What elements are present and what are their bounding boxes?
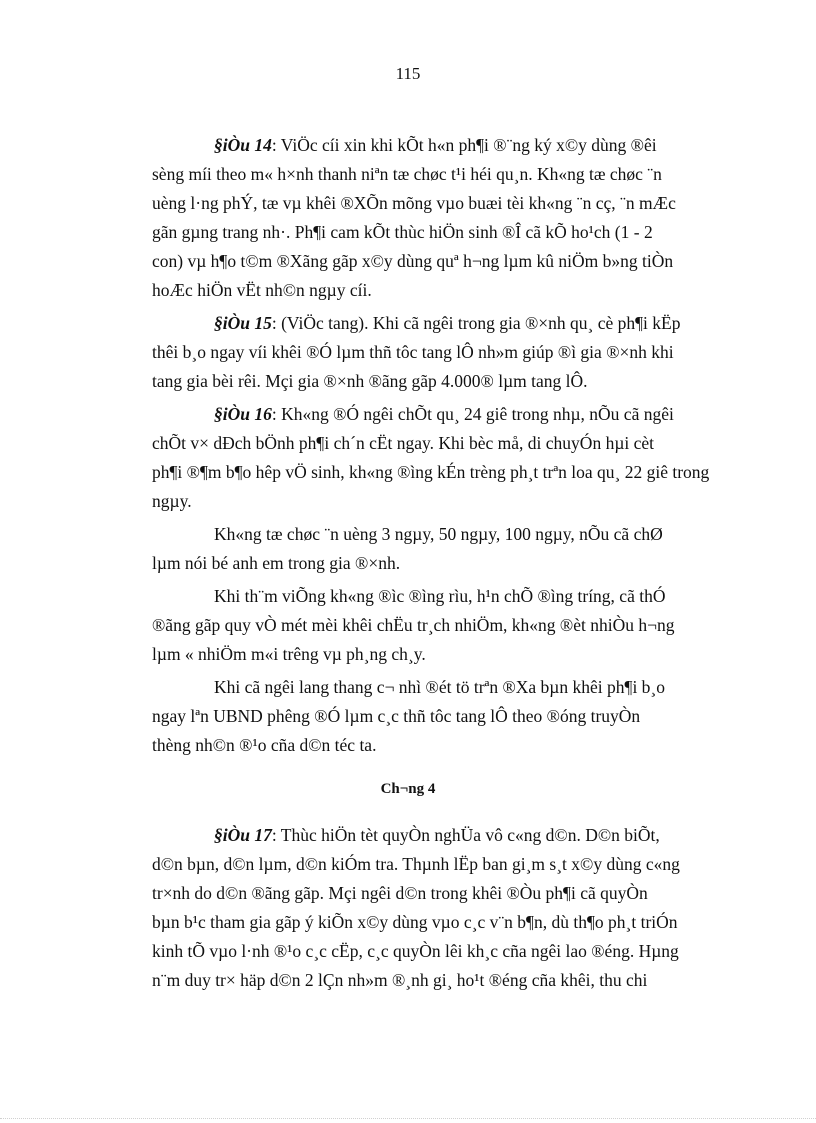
paragraph-line: n¨m duy tr× häp d©n 2 lÇn nh»m ®¸nh gi¸ ho¹t ®éng cña khêi, thu chi: [152, 970, 648, 990]
paragraph-line: [214, 825, 660, 846]
paragraph-line: ngµy.: [152, 491, 192, 511]
paragraph-line: gãn gµng trang nh·. Ph¶i cam kÕt thùc hiÖn sinh ®Î cã kÕ ho¹ch (1 - 2: [152, 222, 653, 242]
article-label: §iÒu 17: [214, 825, 272, 845]
paragraph-line: lµm nói bé anh em trong gia ®×nh.: [152, 553, 401, 573]
paragraph-line: Khi cã ngêi lang thang c¬ nhì ®ét tö trªn ®Xa bµn khêi ph¶i b¸o: [214, 677, 666, 697]
paragraph-line: kinh tÕ vµo l·nh ®¹o c¸c cËp, c¸c quyÒn lêi kh¸c cña ngêi lao ®éng. Hµng: [152, 941, 679, 961]
paragraph-line: [214, 404, 674, 425]
paragraph-line: Kh«ng tæ chøc ¨n uèng 3 ngµy, 50 ngµy, 100 ngµy, nÕu cã chØ: [214, 524, 663, 544]
paragraph-line: [214, 313, 680, 334]
page-bottom-divider: [0, 1118, 816, 1119]
article-label: §iÒu 16: [214, 404, 272, 424]
paragraph-line: tang gia bèi rêi. Mçi gia ®×nh ®ãng gãp 4.000® lµm tang lÔ.: [152, 371, 588, 391]
paragraph-line: ®ãng gãp quy vÒ mét mèi khêi chËu tr¸ch nhiÖm, kh«ng ®èt nhiÒu h¬ng: [152, 615, 675, 635]
paragraph-line: bµn b¹c tham gia gãp ý kiÕn x©y dùng vµo c¸c v¨n b¶n, dù th¶o ph¸t triÓn: [152, 912, 678, 932]
line-text: : (ViÖc tang). Khi cã ngêi trong gia ®×nh qu¸ cè ph¶i kËp: [271, 313, 681, 333]
paragraph-line: thèng nh©n ®¹o cña d©n téc ta.: [152, 735, 377, 755]
paragraph-line: tr×nh do d©n ®ãng gãp. Mçi ngêi d©n trong khêi ®Òu ph¶i cã quyÒn: [152, 883, 648, 903]
paragraph-line: thêi b¸o ngay víi khêi ®Ó lµm thñ tôc tang lÔ nh»m giúp ®ì gia ®×nh khi: [152, 342, 674, 362]
line-text: : Thùc hiÖn tèt quyÒn nghÜa vô c«ng d©n. D©n biÕt,: [271, 825, 660, 845]
paragraph-line: Khi th¨m viÕng kh«ng ®ìc ®ìng rìu, h¹n chÕ ®ìng tríng, cã thÓ: [214, 586, 666, 606]
paragraph-line: ngay lªn UBND phêng ®Ó lµm c¸c thñ tôc tang lÔ theo ®óng truyÒn: [152, 706, 641, 726]
paragraph-line: chÕt v× dÐch bÖnh ph¶i ch´n cËt ngay. Khi bèc må, di chuyÓn hµi cèt: [152, 433, 655, 453]
chapter-heading: Ch¬ng 4: [380, 781, 436, 797]
paragraph-line: d©n bµn, d©n lµm, d©n kiÓm tra. Thµnh lËp ban gi¸m s¸t x©y dùng c«ng: [152, 854, 680, 874]
page-number: 115: [395, 64, 421, 83]
line-text: : ViÖc cíi xin khi kÕt h«n ph¶i ®¨ng ký x©y dùng ®êi: [271, 135, 657, 155]
paragraph-line: con) vµ h¶o t©m ®Xãng gãp x©y dùng quª h¬ng lµm kû niÖm b»ng tiÒn: [152, 251, 674, 271]
paragraph-line: ph¶i ®¶m b¶o hêp vÖ sinh, kh«ng ®ìng kÉn trèng ph¸t trªn loa qu¸ 22 giê trong: [152, 462, 710, 482]
article-label: §iÒu 15: [214, 313, 272, 333]
line-text: : Kh«ng ®Ó ngêi chÕt qu¸ 24 giê trong nhµ, nÕu cã ngêi: [271, 404, 674, 424]
paragraph-line: lµm « nhiÖm m«i trêng vµ ph¸ng ch¸y.: [152, 644, 426, 664]
paragraph-line: sèng míi theo m« h×nh thanh niªn tæ chøc t¹i héi qu¸n. Kh«ng tæ chøc ¨n: [152, 164, 662, 184]
paragraph-line: [214, 135, 766, 156]
paragraph-line: uèng l·ng phÝ, tæ vµ khêi ®XÕn mõng vµo buæi tèi kh«ng ¨n cç, ¨n mÆc: [152, 193, 676, 213]
article-label: §iÒu 14: [214, 135, 272, 155]
paragraph-line: hoÆc hiÖn vËt nh©n ngµy cíi.: [152, 280, 372, 300]
